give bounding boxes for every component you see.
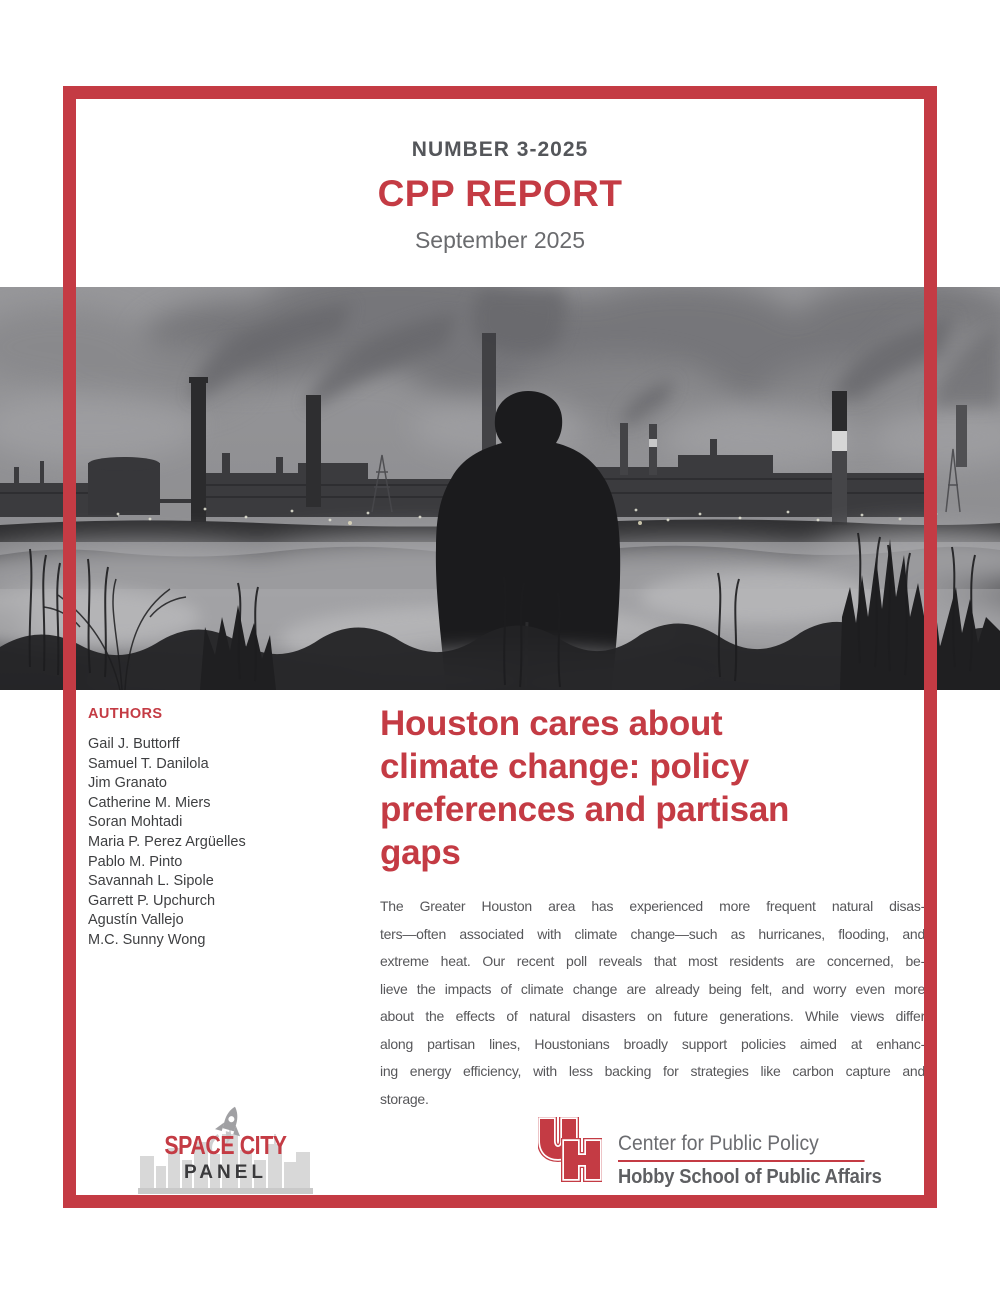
body-line: extreme heat. Our recent poll reveals that most residents are concerned, be- bbox=[380, 953, 925, 969]
article-title bbox=[380, 702, 925, 874]
author-name: Jim Granato bbox=[88, 775, 167, 792]
hobby-school-label: Hobby School of Public Affairs bbox=[618, 1166, 882, 1188]
body-line: ing energy efficiency, with less backing for strategies like carbon capture and bbox=[380, 1063, 925, 1079]
author-name: Savannah L. Sipole bbox=[88, 873, 214, 890]
report-header bbox=[100, 138, 900, 254]
body-line: lieve the impacts of climate change are already being felt, and worry even more bbox=[380, 980, 925, 997]
body-line: along partisan lines, Houstonians broadly support policies aimed at enhanc- bbox=[380, 1035, 925, 1052]
space-city-panel-logo bbox=[138, 1104, 313, 1196]
title-line: climate change: policy bbox=[380, 747, 749, 786]
uh-monogram-icon bbox=[538, 1117, 602, 1183]
title-line: Houston cares about bbox=[380, 704, 723, 743]
authors-sidebar bbox=[88, 706, 360, 951]
issue-number: NUMBER 3-2025 bbox=[411, 138, 589, 161]
report-title: CPP REPORT bbox=[377, 173, 623, 214]
hero-photo bbox=[0, 287, 1000, 690]
publication-date: September 2025 bbox=[414, 227, 586, 253]
article-summary bbox=[380, 702, 925, 1113]
title-line: gaps bbox=[380, 833, 461, 872]
hobby-school-lockup bbox=[618, 1132, 912, 1189]
author-name: Garrett P. Upchurch bbox=[88, 892, 216, 909]
industrial-scene-illustration bbox=[0, 287, 1000, 690]
center-for-public-policy-label: Center for Public Policy bbox=[618, 1132, 819, 1155]
article-abstract bbox=[380, 893, 925, 1113]
author-name: Catherine M. Miers bbox=[88, 794, 211, 811]
body-line: ters—often associated with climate change—such as hurricanes, flooding, and bbox=[380, 925, 925, 942]
author-name: Pablo M. Pinto bbox=[88, 853, 183, 870]
body-line: The Greater Houston area has experienced more frequent natural disas- bbox=[380, 898, 925, 914]
title-line: preferences and partisan bbox=[380, 790, 790, 829]
body-line: about the effects of natural disasters on future generations. While views differ bbox=[380, 1008, 925, 1024]
author-name: Maria P. Perez Argüelles bbox=[88, 833, 246, 850]
author-name: Agustín Vallejo bbox=[88, 912, 184, 929]
lockup-divider bbox=[618, 1160, 865, 1162]
body-line: storage. bbox=[380, 1090, 429, 1107]
space-city-label: SPACE CITY bbox=[164, 1130, 287, 1160]
author-name: Soran Mohtadi bbox=[88, 814, 183, 831]
author-name: Samuel T. Danilola bbox=[88, 755, 209, 772]
author-name: M.C. Sunny Wong bbox=[88, 931, 206, 948]
author-name: Gail J. Buttorff bbox=[88, 736, 180, 752]
authors-heading: AUTHORS bbox=[88, 706, 163, 722]
panel-label: PANEL bbox=[184, 1162, 267, 1183]
